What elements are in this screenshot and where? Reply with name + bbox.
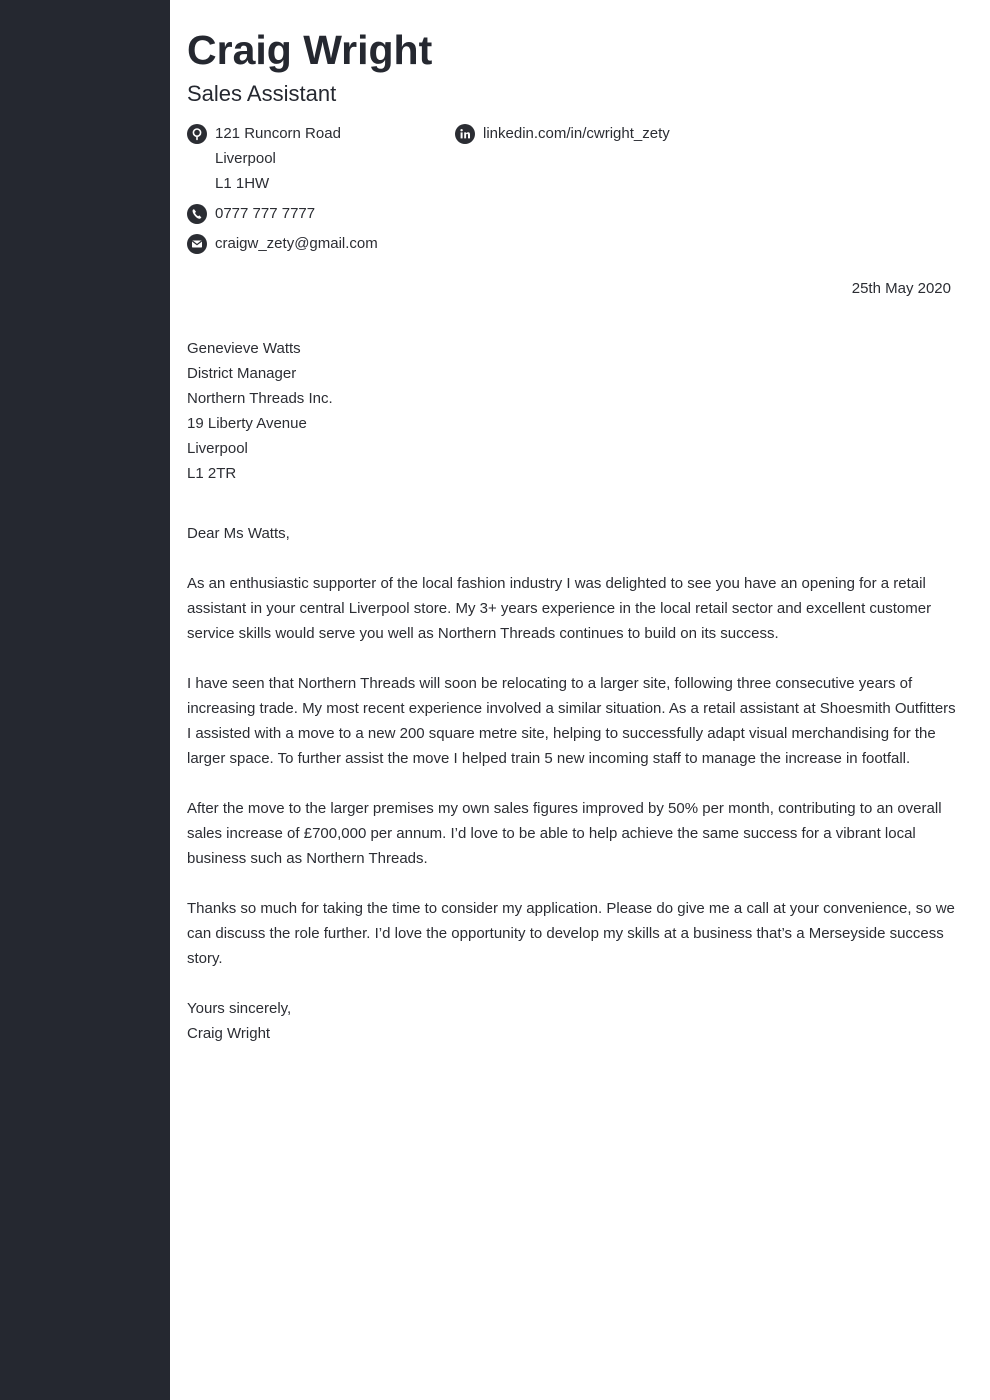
letter-date: 25th May 2020 <box>851 280 951 297</box>
address-line1: 121 Runcorn Road <box>215 125 341 142</box>
recipient-name: Genevieve Watts <box>187 340 301 357</box>
recipient-city: Liverpool <box>187 440 248 457</box>
recipient-title: District Manager <box>187 365 297 382</box>
phone-icon <box>187 204 207 224</box>
signature: Craig Wright <box>187 1025 271 1042</box>
sidebar <box>0 0 170 1400</box>
recipient-block <box>187 336 333 486</box>
letter-body <box>187 521 959 1046</box>
applicant-name: Craig Wright <box>187 27 433 73</box>
linkedin-icon <box>455 124 475 144</box>
paragraph-1: As an enthusiastic supporter of the local fashion industry I was delighted to see you have an opening for a retail assistant in your central Liverpool store. My 3+ years experience in the local retail sector and excellent customer service skills would serve you well as Northern Threads continues to build on its success. <box>187 575 932 642</box>
paragraph-3: After the move to the larger premises my own sales figures improved by 50% per month, contributing to an overall sales increase of £700,000 per annum. I’d love to be able to help achieve the same success for a vibrant local business such as Northern Threads. <box>187 800 942 867</box>
recipient-street: 19 Liberty Avenue <box>187 415 307 432</box>
closing-block <box>187 996 959 1046</box>
recipient-company: Northern Threads Inc. <box>187 390 333 407</box>
linkedin-url[interactable]: linkedin.com/in/cwright_zety <box>483 125 670 142</box>
contact-phone <box>187 201 315 226</box>
job-title: Sales Assistant <box>187 81 337 106</box>
paragraph-4: Thanks so much for taking the time to consider my application. Please do give me a call at your convenience, so we can discuss the role further. I’d love the opportunity to develop my skills at a business that’s a Merseyside success story. <box>187 900 955 967</box>
recipient-postcode: L1 2TR <box>187 465 237 482</box>
phone-number: 0777 777 7777 <box>215 205 316 222</box>
paragraph-2: I have seen that Northern Threads will soon be relocating to a larger site, following three consecutive years of increasing trade. My most recent experience involved a similar situation. As a retail assistant at Shoesmith Outfitters I assisted with a move to a new 200 square metre site, helping to successfully adapt visual merchandising for the larger space. To further assist the move I helped train 5 new incoming staff to manage the increase in footfall. <box>187 675 956 767</box>
address-line3: L1 1HW <box>215 175 270 192</box>
contact-linkedin <box>455 121 670 146</box>
address-line2: Liverpool <box>215 150 276 167</box>
closing: Yours sincerely, <box>187 1000 292 1017</box>
contact-email <box>187 231 378 256</box>
contact-address <box>187 121 341 196</box>
location-pin-icon <box>187 124 207 144</box>
email-icon <box>187 234 207 254</box>
email-address[interactable]: craigw_zety@gmail.com <box>215 235 378 252</box>
salutation: Dear Ms Watts, <box>187 525 290 542</box>
